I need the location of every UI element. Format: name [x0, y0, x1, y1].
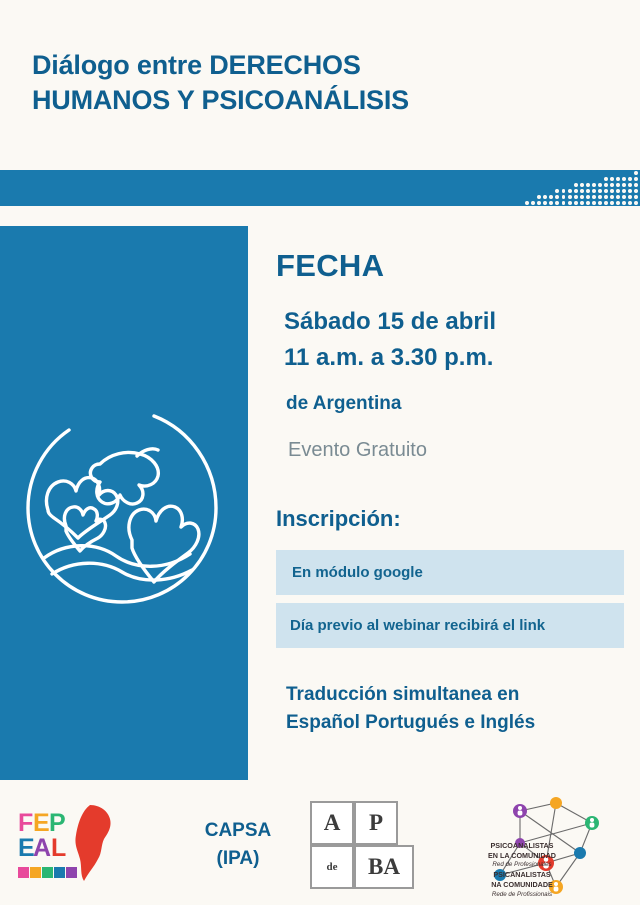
apdeba-logo — [310, 801, 436, 889]
date-line-2: 11 a.m. a 3.30 p.m. — [284, 343, 494, 371]
title-line-1: Diálogo entre DERECHOS — [32, 50, 361, 80]
pcom-line-5: NA COMUNIDADE — [491, 880, 553, 890]
page-title — [32, 48, 572, 117]
footer-logo-row — [0, 787, 640, 905]
psicoanalistas-comunidad-logo — [460, 797, 625, 897]
registration-label: Inscripción: — [276, 506, 401, 532]
details-column — [276, 248, 624, 736]
capsa-line-2: (IPA) — [216, 847, 260, 869]
translation-line-2: Español Portugués e Inglés — [286, 711, 536, 733]
title-line-2: HUMANOS Y PSICOANÁLISIS — [32, 84, 409, 115]
free-event-label: Evento Gratuito — [288, 439, 427, 462]
translation-line-1: Traducción simultanea en — [286, 684, 520, 706]
date-line-1: Sábado 15 de abril — [284, 308, 497, 335]
registration-box-1: En módulo google — [276, 550, 624, 595]
svg-text:L: L — [51, 834, 67, 862]
pcom-line-4: PSICANALISTAS — [493, 870, 551, 880]
capsa-logo — [178, 817, 298, 872]
svg-text:E: E — [33, 809, 50, 837]
section-label-fecha: FECHA — [276, 248, 385, 283]
pcom-line-3: Red de Profesionales — [492, 861, 552, 869]
capsa-line-1: CAPSA — [204, 820, 272, 841]
apdeba-cell-a: A — [310, 801, 354, 845]
svg-text:E: E — [18, 834, 35, 862]
globe-hands-dove-icon — [4, 390, 232, 620]
pcom-line-1: PSICOANALISTAS — [490, 841, 554, 850]
psicoanalistas-comunidad-caption — [468, 841, 576, 899]
fepal-logo — [16, 801, 144, 889]
registration-box-2: Día previo al webinar recibirá el link — [276, 603, 624, 648]
pcom-line-6: Rede de Profissionais — [491, 890, 553, 898]
apdeba-cell-p: P — [354, 801, 398, 845]
svg-text:A: A — [33, 834, 52, 862]
apdeba-cell-ba: BA — [354, 845, 414, 889]
dot-pattern-decoration — [495, 170, 640, 206]
pcom-line-2: EN LA COMUNIDAD — [487, 851, 556, 861]
svg-text:F: F — [18, 809, 34, 837]
timezone-label: de Argentina — [286, 393, 402, 415]
apdeba-cell-de: de — [310, 845, 354, 889]
svg-text:P: P — [49, 809, 66, 837]
